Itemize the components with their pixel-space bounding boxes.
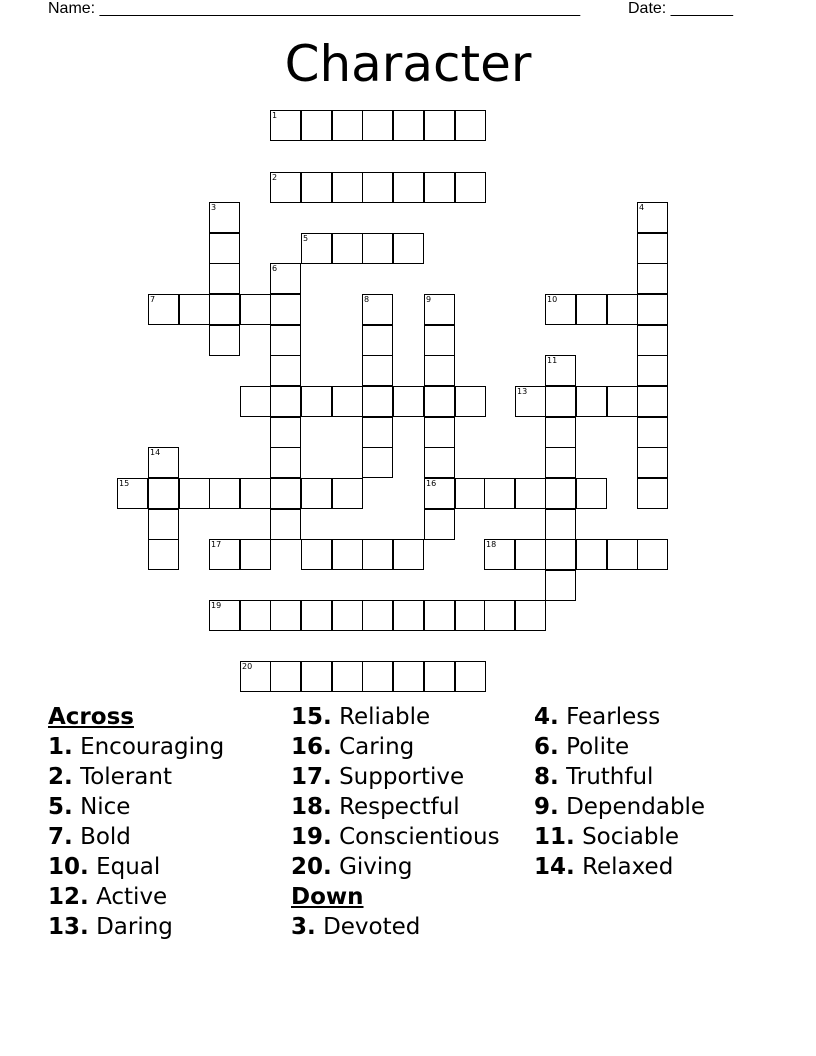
- grid-cell[interactable]: [424, 600, 455, 631]
- grid-cell[interactable]: [393, 172, 424, 203]
- clue-item: [534, 732, 705, 762]
- clue-number: 1: [272, 111, 278, 120]
- date-field-label: Date: _______: [628, 0, 733, 17]
- clue-item-text: Devoted: [323, 914, 421, 940]
- clue-item: [291, 852, 500, 882]
- across-heading: Across: [48, 704, 134, 730]
- clue-item: [291, 762, 500, 792]
- clue-item-text: Nice: [80, 794, 131, 820]
- clue-number: 3: [211, 203, 217, 212]
- grid-cell[interactable]: [424, 172, 455, 203]
- grid-cell[interactable]: [332, 478, 363, 509]
- grid-cell[interactable]: [637, 202, 668, 233]
- grid-cell[interactable]: [545, 447, 576, 478]
- grid-cell[interactable]: [424, 294, 455, 325]
- clue-number: 6: [272, 264, 278, 273]
- grid-cell[interactable]: [607, 539, 638, 570]
- grid-cell[interactable]: [209, 325, 240, 356]
- grid-cell[interactable]: [301, 172, 332, 203]
- grid-cell[interactable]: [637, 263, 668, 294]
- grid-cell[interactable]: [270, 509, 301, 540]
- grid-cell[interactable]: [240, 386, 271, 417]
- clue-item: [534, 852, 705, 882]
- grid-cell[interactable]: [576, 478, 607, 509]
- grid-cell[interactable]: [515, 539, 546, 570]
- grid-cell[interactable]: [424, 661, 455, 692]
- grid-cell[interactable]: [393, 110, 424, 141]
- grid-cell[interactable]: [270, 355, 301, 386]
- grid-cell[interactable]: [301, 661, 332, 692]
- grid-cell[interactable]: [515, 600, 546, 631]
- clue-number: 4: [639, 203, 645, 212]
- grid-cell[interactable]: [362, 110, 393, 141]
- grid-cell[interactable]: [515, 386, 546, 417]
- clue-item: [291, 822, 500, 852]
- grid-cell[interactable]: [607, 294, 638, 325]
- clue-item: [291, 912, 500, 942]
- clue-item-text: Caring: [339, 734, 415, 760]
- clue-item-number: 2.: [48, 764, 73, 790]
- clue-item-number: 20.: [291, 854, 332, 880]
- grid-cell[interactable]: [424, 110, 455, 141]
- grid-cell[interactable]: [424, 355, 455, 386]
- clue-item-number: 5.: [48, 794, 73, 820]
- clue-item-text: Fearless: [566, 704, 661, 730]
- clues-column-3: [534, 702, 705, 882]
- clue-item-text: Respectful: [339, 794, 460, 820]
- clue-item-number: 8.: [534, 764, 559, 790]
- grid-cell[interactable]: [301, 233, 332, 264]
- grid-cell[interactable]: [424, 509, 455, 540]
- clue-item-text: Equal: [96, 854, 161, 880]
- clue-number: 8: [364, 295, 370, 304]
- grid-cell[interactable]: [607, 386, 638, 417]
- grid-cell[interactable]: [362, 600, 393, 631]
- clue-item: [534, 762, 705, 792]
- down-heading: Down: [291, 884, 364, 910]
- grid-cell[interactable]: [240, 661, 271, 692]
- clue-item-number: 13.: [48, 914, 89, 940]
- grid-cell[interactable]: [545, 417, 576, 448]
- grid-cell[interactable]: [424, 478, 455, 509]
- clue-item-number: 11.: [534, 824, 575, 850]
- grid-cell[interactable]: [484, 600, 515, 631]
- grid-cell[interactable]: [270, 478, 301, 509]
- clue-item-number: 15.: [291, 704, 332, 730]
- clue-item: [48, 822, 224, 852]
- clues-column-1: [48, 702, 224, 942]
- grid-cell[interactable]: [362, 661, 393, 692]
- clue-item: [534, 702, 705, 732]
- down-clue-list-2: [534, 702, 705, 882]
- clue-number: 11: [547, 356, 558, 365]
- clue-item-number: 18.: [291, 794, 332, 820]
- grid-cell[interactable]: [362, 386, 393, 417]
- grid-cell[interactable]: [301, 110, 332, 141]
- clue-number: 2: [272, 173, 278, 182]
- clue-item-text: Daring: [96, 914, 173, 940]
- across-clue-list-2: [291, 702, 500, 882]
- grid-cell[interactable]: [393, 600, 424, 631]
- grid-cell[interactable]: [637, 355, 668, 386]
- grid-cell[interactable]: [209, 233, 240, 264]
- grid-cell[interactable]: [637, 417, 668, 448]
- clue-number: 9: [426, 295, 432, 304]
- grid-cell[interactable]: [117, 478, 148, 509]
- grid-cell[interactable]: [424, 447, 455, 478]
- grid-cell[interactable]: [148, 478, 179, 509]
- grid-cell[interactable]: [362, 325, 393, 356]
- clue-number: 7: [150, 295, 156, 304]
- clue-item: [48, 852, 224, 882]
- grid-cell[interactable]: [240, 600, 271, 631]
- grid-cell[interactable]: [209, 478, 240, 509]
- grid-cell[interactable]: [332, 233, 363, 264]
- clue-item-text: Truthful: [566, 764, 654, 790]
- grid-cell[interactable]: [148, 539, 179, 570]
- grid-cell[interactable]: [576, 539, 607, 570]
- grid-cell[interactable]: [270, 600, 301, 631]
- grid-cell[interactable]: [270, 263, 301, 294]
- grid-cell[interactable]: [393, 386, 424, 417]
- clue-number: 18: [486, 540, 497, 549]
- clue-item: [291, 732, 500, 762]
- clue-item-number: 7.: [48, 824, 73, 850]
- grid-cell[interactable]: [362, 294, 393, 325]
- grid-cell[interactable]: [270, 447, 301, 478]
- grid-cell[interactable]: [209, 263, 240, 294]
- grid-cell[interactable]: [209, 202, 240, 233]
- grid-cell[interactable]: [362, 539, 393, 570]
- clue-item-number: 1.: [48, 734, 73, 760]
- grid-cell[interactable]: [637, 325, 668, 356]
- clue-item-number: 9.: [534, 794, 559, 820]
- clue-item: [48, 762, 224, 792]
- clue-number: 10: [547, 295, 558, 304]
- grid-cell[interactable]: [515, 478, 546, 509]
- grid-cell[interactable]: [209, 294, 240, 325]
- grid-cell[interactable]: [148, 509, 179, 540]
- clue-item-number: 17.: [291, 764, 332, 790]
- grid-cell[interactable]: [545, 386, 576, 417]
- grid-cell[interactable]: [301, 600, 332, 631]
- down-clue-list-1: [291, 912, 500, 942]
- clue-item-text: Encouraging: [80, 734, 225, 760]
- clue-item-number: 10.: [48, 854, 89, 880]
- grid-cell[interactable]: [362, 355, 393, 386]
- grid-cell[interactable]: [332, 661, 363, 692]
- grid-cell[interactable]: [209, 539, 240, 570]
- grid-cell[interactable]: [637, 233, 668, 264]
- grid-cell[interactable]: [179, 294, 210, 325]
- clue-number: 16: [426, 479, 437, 488]
- grid-cell[interactable]: [270, 294, 301, 325]
- clue-item: [291, 702, 500, 732]
- name-field-label: Name: ______________________________________________________: [48, 0, 581, 17]
- clue-item-text: Sociable: [582, 824, 680, 850]
- grid-cell[interactable]: [179, 478, 210, 509]
- grid-cell[interactable]: [455, 478, 486, 509]
- clue-item-number: 3.: [291, 914, 316, 940]
- grid-cell[interactable]: [362, 172, 393, 203]
- grid-cell[interactable]: [576, 294, 607, 325]
- clue-item-text: Giving: [339, 854, 413, 880]
- grid-cell[interactable]: [332, 600, 363, 631]
- grid-cell[interactable]: [362, 233, 393, 264]
- grid-cell[interactable]: [576, 386, 607, 417]
- clue-item-text: Supportive: [339, 764, 465, 790]
- clue-item: [48, 882, 224, 912]
- grid-cell[interactable]: [637, 386, 668, 417]
- grid-cell[interactable]: [332, 386, 363, 417]
- grid-cell[interactable]: [455, 661, 486, 692]
- grid-cell[interactable]: [545, 539, 576, 570]
- clue-item-text: Dependable: [566, 794, 706, 820]
- clue-item: [48, 792, 224, 822]
- grid-cell[interactable]: [393, 661, 424, 692]
- clue-item-number: 12.: [48, 884, 89, 910]
- grid-cell[interactable]: [240, 539, 271, 570]
- grid-cell[interactable]: [209, 600, 240, 631]
- grid-cell[interactable]: [270, 417, 301, 448]
- grid-cell[interactable]: [270, 661, 301, 692]
- grid-cell[interactable]: [301, 539, 332, 570]
- grid-cell[interactable]: [148, 447, 179, 478]
- grid-cell[interactable]: [545, 509, 576, 540]
- clue-number: 5: [303, 234, 309, 243]
- grid-cell[interactable]: [424, 417, 455, 448]
- clue-item-number: 4.: [534, 704, 559, 730]
- clue-item: [534, 822, 705, 852]
- grid-cell[interactable]: [393, 539, 424, 570]
- grid-cell[interactable]: [301, 478, 332, 509]
- clue-item-number: 6.: [534, 734, 559, 760]
- clue-item: [534, 792, 705, 822]
- grid-cell[interactable]: [455, 172, 486, 203]
- grid-cell[interactable]: [455, 386, 486, 417]
- grid-cell[interactable]: [455, 600, 486, 631]
- grid-cell[interactable]: [637, 447, 668, 478]
- clue-item-text: Polite: [566, 734, 630, 760]
- grid-cell[interactable]: [637, 294, 668, 325]
- grid-cell[interactable]: [270, 325, 301, 356]
- grid-cell[interactable]: [240, 294, 271, 325]
- grid-cell[interactable]: [637, 539, 668, 570]
- clue-item-text: Conscientious: [339, 824, 500, 850]
- clue-item-number: 16.: [291, 734, 332, 760]
- clue-number: 20: [242, 662, 253, 671]
- grid-cell[interactable]: [362, 417, 393, 448]
- grid-cell[interactable]: [393, 233, 424, 264]
- clue-item-text: Reliable: [339, 704, 431, 730]
- clue-item-number: 14.: [534, 854, 575, 880]
- clue-number: 19: [211, 601, 222, 610]
- clue-item-text: Bold: [80, 824, 131, 850]
- grid-cell[interactable]: [545, 478, 576, 509]
- grid-cell[interactable]: [240, 478, 271, 509]
- clue-number: 14: [150, 448, 161, 457]
- grid-cell[interactable]: [484, 478, 515, 509]
- grid-cell[interactable]: [637, 478, 668, 509]
- grid-cell[interactable]: [424, 325, 455, 356]
- clue-item-number: 19.: [291, 824, 332, 850]
- grid-cell[interactable]: [545, 355, 576, 386]
- grid-cell[interactable]: [332, 539, 363, 570]
- grid-cell[interactable]: [270, 386, 301, 417]
- grid-cell[interactable]: [332, 172, 363, 203]
- clue-number: 15: [119, 479, 130, 488]
- clue-item-text: Tolerant: [80, 764, 172, 790]
- clue-item-text: Active: [96, 884, 168, 910]
- grid-cell[interactable]: [148, 294, 179, 325]
- clue-item: [48, 732, 224, 762]
- grid-cell[interactable]: [270, 172, 301, 203]
- grid-cell[interactable]: [424, 386, 455, 417]
- clue-item: [291, 792, 500, 822]
- grid-cell[interactable]: [301, 386, 332, 417]
- grid-cell[interactable]: [332, 110, 363, 141]
- clue-number: 13: [517, 387, 528, 396]
- clues-column-2: [291, 702, 500, 942]
- grid-cell[interactable]: [455, 110, 486, 141]
- grid-cell[interactable]: [545, 294, 576, 325]
- puzzle-title: Character: [284, 35, 532, 93]
- across-clue-list-1: [48, 732, 224, 942]
- clue-item: [48, 912, 224, 942]
- clue-number: 17: [211, 540, 222, 549]
- clue-item-text: Relaxed: [582, 854, 674, 880]
- grid-cell[interactable]: [362, 447, 393, 478]
- grid-cell[interactable]: [484, 539, 515, 570]
- grid-cell[interactable]: [545, 570, 576, 601]
- grid-cell[interactable]: [270, 110, 301, 141]
